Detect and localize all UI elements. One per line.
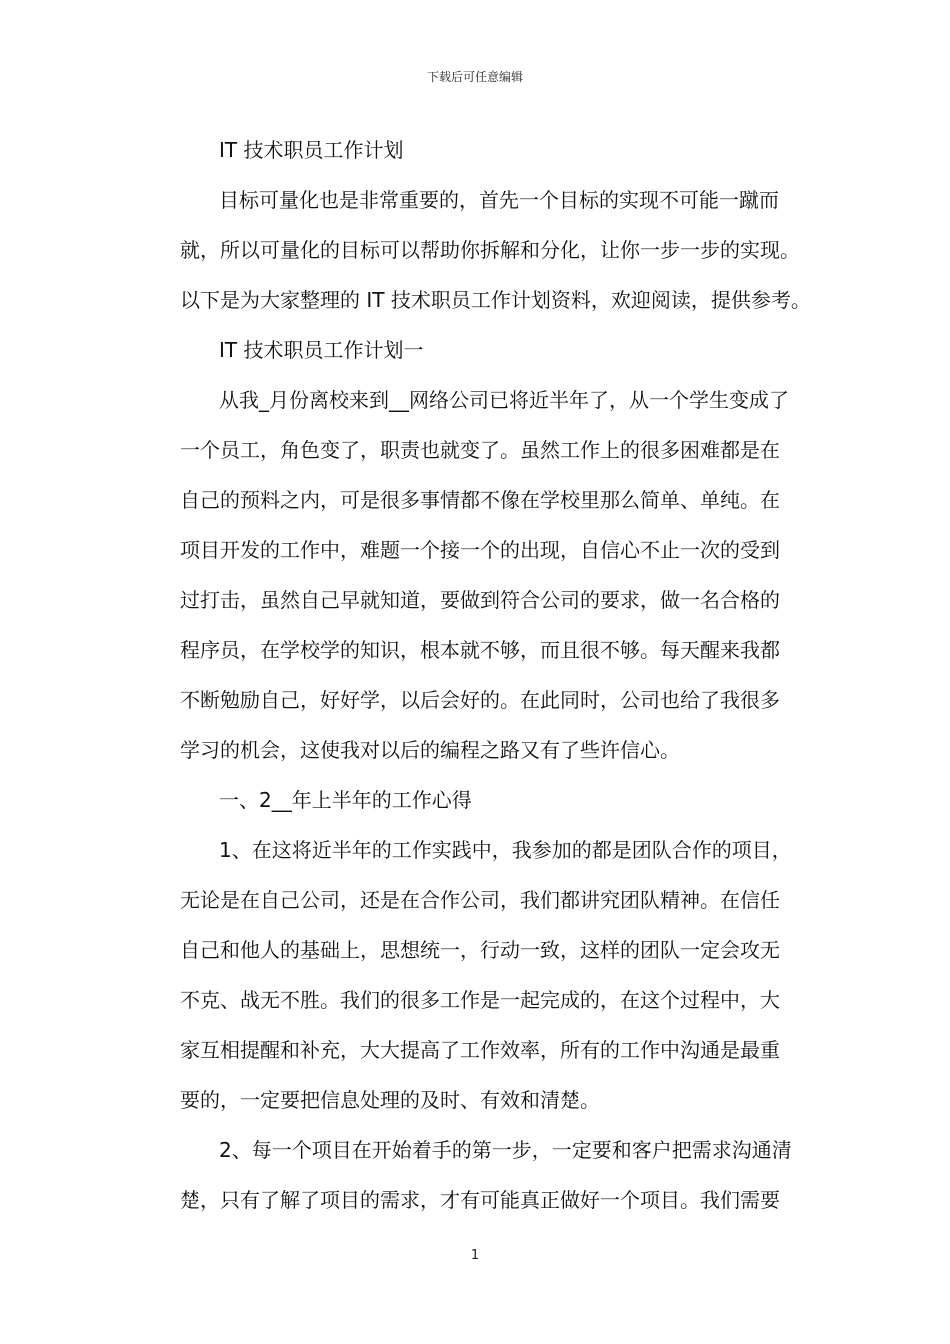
page-number: 1 — [470, 1248, 480, 1263]
doc-title: IT 技术职员工作计划 — [219, 138, 404, 162]
body-line: 项目开发的工作中，难题一个接一个的出现，自信心不止一次的受到 — [180, 538, 780, 562]
body-line: 自己和他人的基础上，思想统一，行动一致，这样的团队一定会攻无 — [180, 938, 780, 962]
body-line: 家互相提醒和补充，大大提高了工作效率，所有的工作中沟通是最重 — [180, 1038, 780, 1062]
body-line: 目标可量化也是非常重要的，首先一个目标的实现不可能一蹴而 — [219, 188, 779, 212]
body-line: 不断勉励自己，好好学，以后会好的。在此同时，公司也给了我很多 — [180, 688, 780, 712]
body-line: 过打击，虽然自己早就知道，要做到符合公司的要求，做一名合格的 — [180, 588, 780, 612]
body-line: 无论是在自己公司，还是在合作公司，我们都讲究团队精神。在信任 — [180, 888, 780, 912]
body-line: 自己的预料之内，可是很多事情都不像在学校里那么简单、单纯。在 — [180, 488, 780, 512]
body-line: 一个员工，角色变了，职责也就变了。虽然工作上的很多困难都是在 — [180, 438, 780, 462]
body-line: 学习的机会，这使我对以后的编程之路又有了些许信心。 — [180, 738, 680, 762]
body-line: 要的，一定要把信息处理的及时、有效和清楚。 — [180, 1088, 600, 1112]
body-line: 2、每一个项目在开始着手的第一步，一定要和客户把需求沟通清 — [219, 1138, 792, 1162]
page-header: 下载后可任意编辑 — [426, 70, 523, 84]
body-line: 不克、战无不胜。我们的很多工作是一起完成的，在这个过程中，大 — [180, 988, 780, 1012]
section-heading: IT 技术职员工作计划一 — [219, 338, 424, 362]
body-line: 就，所以可量化的目标可以帮助你拆解和分化，让你一步一步的实现。 — [180, 238, 800, 262]
body-line: 以下是为大家整理的 IT 技术职员工作计划资料，欢迎阅读，提供参考。 — [180, 288, 811, 312]
section-heading: 一、2__年上半年的工作心得 — [219, 788, 472, 812]
body-line: 楚，只有了解了项目的需求，才有可能真正做好一个项目。我们需要 — [180, 1188, 780, 1212]
body-line: 程序员，在学校学的知识，根本就不够，而且很不够。每天醒来我都 — [180, 638, 780, 662]
body-line: 1、在这将近半年的工作实践中，我参加的都是团队合作的项目， — [219, 838, 792, 862]
body-line: 从我_月份离校来到__网络公司已将近半年了，从一个学生变成了 — [219, 388, 789, 412]
